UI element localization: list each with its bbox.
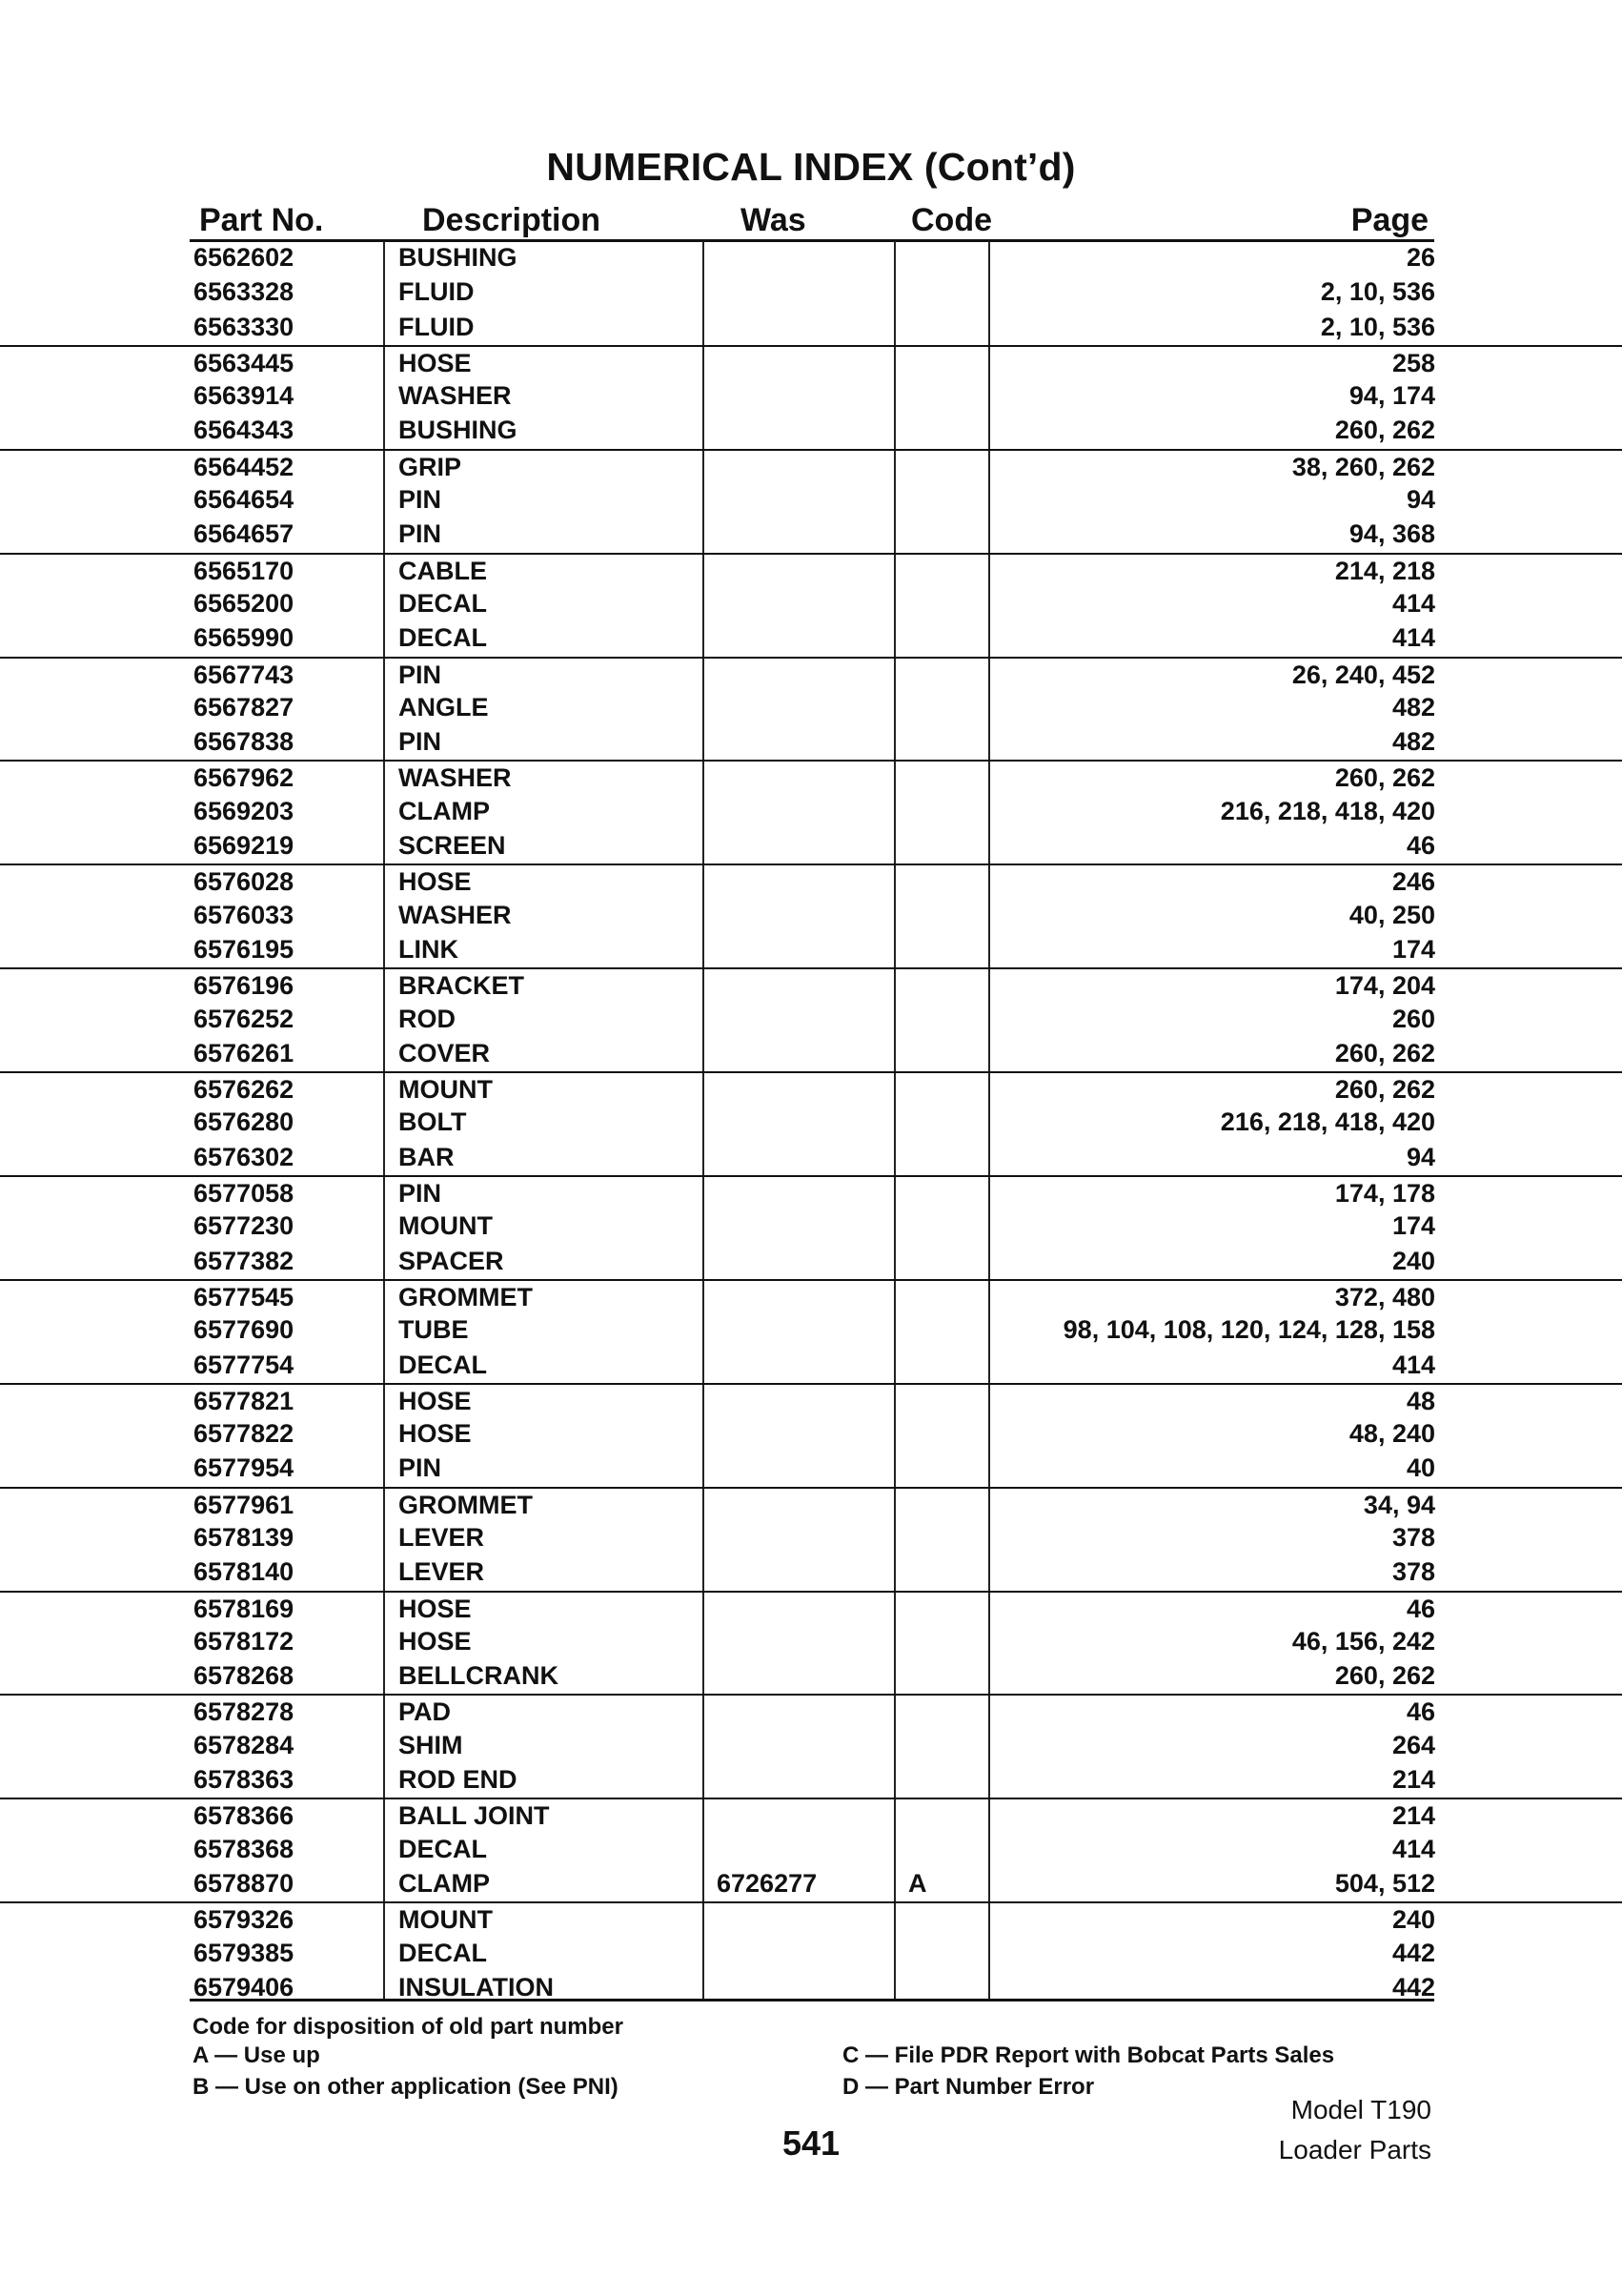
table-row <box>0 1452 1622 1486</box>
table-row <box>0 1833 1622 1867</box>
description-cell: CLAMP <box>398 796 490 825</box>
legend-heading: Code for disposition of old part number <box>193 2014 623 2040</box>
table-row <box>0 1313 1622 1348</box>
legend-code-a: A — Use up <box>193 2042 320 2068</box>
description-cell: DECAL <box>398 1834 487 1863</box>
part-number-cell: 6567743 <box>193 660 294 689</box>
description-cell: LINK <box>398 934 458 964</box>
column-header-page: Page <box>1350 202 1429 238</box>
part-number-cell: 6578368 <box>193 1834 294 1863</box>
page-cell: 94, 368 <box>1348 519 1435 549</box>
page-cell: 214, 218 <box>1334 556 1435 585</box>
table-row <box>0 725 1622 760</box>
table-row <box>0 795 1622 829</box>
column-header-was: Was <box>740 202 806 238</box>
part-number-cell: 6576195 <box>193 934 294 964</box>
description-cell: PIN <box>398 1453 442 1483</box>
column-header-description: Description <box>422 202 601 238</box>
page-cell: 260 <box>1391 1004 1435 1033</box>
part-number-cell: 6578169 <box>193 1594 294 1623</box>
table-row <box>0 1141 1622 1175</box>
description-cell: CABLE <box>398 556 487 585</box>
parts-table <box>0 241 1622 2005</box>
column-header-part-no: Part No. <box>199 202 324 238</box>
description-cell: GROMMET <box>398 1490 533 1519</box>
table-row <box>0 1245 1622 1279</box>
part-number-cell: 6562602 <box>193 243 294 272</box>
part-number-cell: 6567962 <box>193 763 294 793</box>
part-number-cell: 6579406 <box>193 1972 294 2001</box>
page-cell: 214 <box>1391 1765 1435 1795</box>
description-cell: MOUNT <box>398 1075 493 1105</box>
table-row <box>0 1521 1622 1555</box>
was-cell: 6726277 <box>717 1868 818 1898</box>
description-cell: INSULATION <box>398 1972 554 2001</box>
table-row <box>0 553 1622 587</box>
part-number-cell: 6565200 <box>193 588 294 618</box>
part-number-cell: 6576262 <box>193 1075 294 1105</box>
table-row <box>0 1694 1622 1728</box>
page-number: 541 <box>781 2123 841 2163</box>
part-number-cell: 6579385 <box>193 1938 294 1967</box>
page-cell: 260, 262 <box>1334 763 1435 793</box>
table-row <box>0 691 1622 725</box>
description-cell: WASHER <box>398 900 512 929</box>
part-number-cell: 6577690 <box>193 1315 294 1345</box>
page-cell: 174 <box>1391 1211 1435 1241</box>
description-cell: BUSHING <box>398 416 517 445</box>
description-cell: PIN <box>398 727 442 757</box>
table-row <box>0 483 1622 518</box>
part-number-cell: 6576252 <box>193 1004 294 1033</box>
table-row <box>0 1003 1622 1037</box>
table-row <box>0 1625 1622 1659</box>
description-cell: DECAL <box>398 588 487 618</box>
page-cell: 414 <box>1391 588 1435 618</box>
description-cell: BALL JOINT <box>398 1801 550 1831</box>
table-row <box>0 1383 1622 1417</box>
part-number-cell: 6577382 <box>193 1246 294 1275</box>
page-cell: 216, 218, 418, 420 <box>1220 796 1435 825</box>
page-cell: 240 <box>1391 1905 1435 1935</box>
page-cell: 482 <box>1391 727 1435 757</box>
description-cell: SHIM <box>398 1730 463 1759</box>
description-cell: BAR <box>398 1142 455 1171</box>
table-row <box>0 1729 1622 1763</box>
page-title: NUMERICAL INDEX (Cont’d) <box>546 145 1076 189</box>
table-row <box>0 1417 1622 1452</box>
page-cell: 260, 262 <box>1334 416 1435 445</box>
page-cell: 34, 94 <box>1363 1490 1435 1519</box>
page-cell: 378 <box>1391 1557 1435 1587</box>
page-cell: 48 <box>1406 1386 1435 1415</box>
part-number-cell: 6563914 <box>193 381 294 411</box>
table-row <box>0 1279 1622 1313</box>
page-cell: 94, 174 <box>1348 381 1435 411</box>
part-number-cell: 6576033 <box>193 900 294 929</box>
page-cell: 372, 480 <box>1334 1282 1435 1311</box>
page-cell: 414 <box>1391 1350 1435 1379</box>
part-number-cell: 6578366 <box>193 1801 294 1831</box>
description-cell: PIN <box>398 519 442 549</box>
description-cell: SCREEN <box>398 831 506 861</box>
table-row <box>0 1175 1622 1209</box>
table-row <box>0 518 1622 552</box>
page-cell: 38, 260, 262 <box>1291 452 1435 481</box>
part-number-cell: 6576280 <box>193 1107 294 1137</box>
page-cell: 174 <box>1391 934 1435 964</box>
table-row <box>0 1937 1622 1971</box>
page-cell: 26 <box>1406 243 1435 272</box>
page-cell: 174, 204 <box>1334 971 1435 1001</box>
page-cell: 174, 178 <box>1334 1179 1435 1209</box>
part-number-cell: 6578278 <box>193 1697 294 1727</box>
table-row <box>0 967 1622 1002</box>
part-number-cell: 6577822 <box>193 1419 294 1449</box>
table-row <box>0 587 1622 621</box>
table-row <box>0 621 1622 656</box>
part-number-cell: 6564343 <box>193 416 294 445</box>
page-cell: 214 <box>1391 1801 1435 1831</box>
page-cell: 442 <box>1391 1938 1435 1967</box>
part-number-cell: 6563330 <box>193 312 294 341</box>
part-number-cell: 6564654 <box>193 485 294 515</box>
description-cell: WASHER <box>398 381 512 411</box>
part-number-cell: 6577954 <box>193 1453 294 1483</box>
part-number-cell: 6564452 <box>193 452 294 481</box>
part-number-cell: 6579326 <box>193 1905 294 1935</box>
page-cell: 504, 512 <box>1334 1868 1435 1898</box>
description-cell: LEVER <box>398 1522 485 1552</box>
page-cell: 2, 10, 536 <box>1320 277 1435 307</box>
table-row <box>0 1798 1622 1832</box>
description-cell: LEVER <box>398 1557 485 1587</box>
description-cell: SPACER <box>398 1246 504 1275</box>
table-bottom-rule <box>190 1999 1434 2001</box>
table-row <box>0 1106 1622 1140</box>
table-row <box>0 1555 1622 1590</box>
part-number-cell: 6578870 <box>193 1868 294 1898</box>
table-row <box>0 829 1622 864</box>
description-cell: ROD END <box>398 1765 517 1795</box>
description-cell: BRACKET <box>398 971 524 1001</box>
part-number-cell: 6577821 <box>193 1386 294 1415</box>
description-cell: WASHER <box>398 763 512 793</box>
part-number-cell: 6563328 <box>193 277 294 307</box>
table-row <box>0 760 1622 794</box>
page-cell: 260, 262 <box>1334 1075 1435 1105</box>
table-row <box>0 1763 1622 1798</box>
column-header-code: Code <box>911 202 992 238</box>
page-cell: 94 <box>1406 1142 1435 1171</box>
part-number-cell: 6576196 <box>193 971 294 1001</box>
model-label: Model T190 <box>1290 2095 1431 2124</box>
part-number-cell: 6565170 <box>193 556 294 585</box>
part-number-cell: 6578284 <box>193 1730 294 1759</box>
page-cell: 216, 218, 418, 420 <box>1220 1107 1435 1137</box>
page-cell: 260, 262 <box>1334 1661 1435 1691</box>
description-cell: GROMMET <box>398 1282 533 1311</box>
legend-code-d: D — Part Number Error <box>842 2074 1095 2100</box>
page-cell: 40 <box>1406 1453 1435 1483</box>
description-cell: FLUID <box>398 312 475 341</box>
description-cell: TUBE <box>398 1315 469 1345</box>
description-cell: HOSE <box>398 1626 472 1656</box>
description-cell: ANGLE <box>398 692 489 721</box>
description-cell: HOSE <box>398 1594 472 1623</box>
page-cell: 26, 240, 452 <box>1291 660 1435 689</box>
table-row <box>0 449 1622 483</box>
description-cell: PIN <box>398 1179 442 1209</box>
part-number-cell: 6577961 <box>193 1490 294 1519</box>
description-cell: HOSE <box>398 1386 472 1415</box>
description-cell: GRIP <box>398 452 462 481</box>
table-row <box>0 899 1622 933</box>
page-cell: 414 <box>1391 623 1435 653</box>
part-number-cell: 6578140 <box>193 1557 294 1587</box>
page-cell: 46 <box>1406 1594 1435 1623</box>
page-cell: 482 <box>1391 692 1435 721</box>
page-cell: 442 <box>1391 1972 1435 2001</box>
page-cell: 46 <box>1406 831 1435 861</box>
page-cell: 46, 156, 242 <box>1291 1626 1435 1656</box>
description-cell: HOSE <box>398 348 472 377</box>
table-row <box>0 1867 1622 1901</box>
description-cell: BELLCRANK <box>398 1661 558 1691</box>
page-cell: 260, 262 <box>1334 1038 1435 1067</box>
description-cell: FLUID <box>398 277 475 307</box>
part-number-cell: 6578172 <box>193 1626 294 1656</box>
table-row <box>0 1901 1622 1936</box>
part-number-cell: 6565990 <box>193 623 294 653</box>
table-row <box>0 1659 1622 1694</box>
part-number-cell: 6576302 <box>193 1142 294 1171</box>
table-row <box>0 1209 1622 1244</box>
description-cell: MOUNT <box>398 1905 493 1935</box>
part-number-cell: 6576261 <box>193 1038 294 1067</box>
table-row <box>0 657 1622 691</box>
legend-code-c: C — File PDR Report with Bobcat Parts Sales <box>842 2042 1335 2068</box>
table-row <box>0 1591 1622 1625</box>
table-row <box>0 345 1622 379</box>
part-number-cell: 6577230 <box>193 1211 294 1241</box>
description-cell: DECAL <box>398 623 487 653</box>
page-cell: 40, 250 <box>1348 900 1435 929</box>
code-cell: A <box>908 1868 927 1898</box>
page-cell: 48, 240 <box>1348 1419 1435 1449</box>
part-number-cell: 6576028 <box>193 867 294 897</box>
part-number-cell: 6569203 <box>193 796 294 825</box>
page-cell: 240 <box>1391 1246 1435 1275</box>
table-row <box>0 414 1622 448</box>
page-cell: 264 <box>1391 1730 1435 1759</box>
table-row <box>0 1037 1622 1071</box>
part-number-cell: 6577754 <box>193 1350 294 1379</box>
part-number-cell: 6567838 <box>193 727 294 757</box>
section-label: Loader Parts <box>1278 2135 1431 2164</box>
description-cell: BOLT <box>398 1107 467 1137</box>
description-cell: MOUNT <box>398 1211 493 1241</box>
table-row <box>0 379 1622 414</box>
legend-code-b: B — Use on other application (See PNI) <box>193 2074 618 2100</box>
part-number-cell: 6577545 <box>193 1282 294 1311</box>
table-row <box>0 311 1622 345</box>
description-cell: DECAL <box>398 1938 487 1967</box>
page-cell: 258 <box>1391 348 1435 377</box>
part-number-cell: 6578268 <box>193 1661 294 1691</box>
page-cell: 46 <box>1406 1697 1435 1727</box>
description-cell: CLAMP <box>398 1868 490 1898</box>
description-cell: PAD <box>398 1697 452 1727</box>
table-row <box>0 864 1622 898</box>
part-number-cell: 6567827 <box>193 692 294 721</box>
description-cell: DECAL <box>398 1350 487 1379</box>
part-number-cell: 6563445 <box>193 348 294 377</box>
description-cell: HOSE <box>398 867 472 897</box>
table-row <box>0 1349 1622 1383</box>
part-number-cell: 6578139 <box>193 1522 294 1552</box>
page-cell: 246 <box>1391 867 1435 897</box>
page-cell: 98, 104, 108, 120, 124, 128, 158 <box>1063 1315 1435 1345</box>
description-cell: ROD <box>398 1004 456 1033</box>
table-row <box>0 241 1622 275</box>
part-number-cell: 6569219 <box>193 831 294 861</box>
page-cell: 94 <box>1406 485 1435 515</box>
page-cell: 2, 10, 536 <box>1320 312 1435 341</box>
description-cell: PIN <box>398 660 442 689</box>
description-cell: COVER <box>398 1038 491 1067</box>
description-cell: BUSHING <box>398 243 517 272</box>
part-number-cell: 6577058 <box>193 1179 294 1209</box>
table-row <box>0 1487 1622 1521</box>
table-row <box>0 1071 1622 1106</box>
part-number-cell: 6564657 <box>193 519 294 549</box>
description-cell: HOSE <box>398 1419 472 1449</box>
part-number-cell: 6578363 <box>193 1765 294 1795</box>
table-row <box>0 275 1622 310</box>
description-cell: PIN <box>398 485 442 515</box>
table-row <box>0 933 1622 967</box>
page-cell: 378 <box>1391 1522 1435 1552</box>
page-cell: 414 <box>1391 1834 1435 1863</box>
